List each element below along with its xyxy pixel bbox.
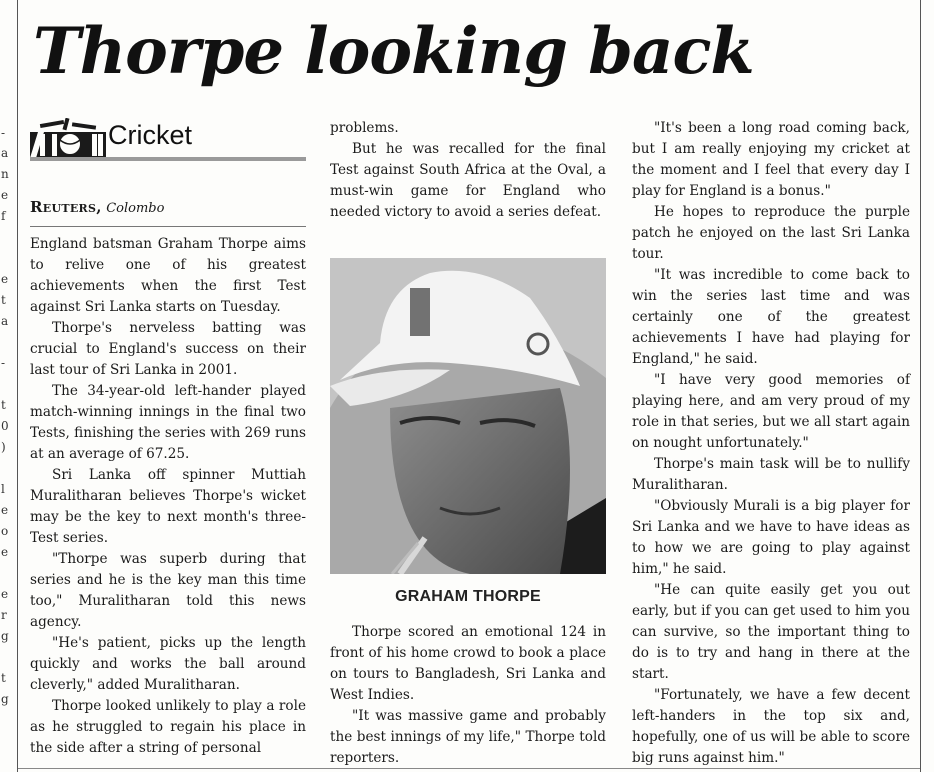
paragraph: But he was recalled for the final Test against South Africa at the Oval, a must-win game for England who needed victory to avoid a series defeat. [330, 141, 606, 220]
edge-fragment: t [1, 398, 6, 412]
paragraph: "I have very good memories of playing here, and am very proud of my role in that series, but we all start again on nought unfortunately." [632, 372, 910, 451]
byline [30, 196, 306, 220]
article-column-2-bottom [330, 622, 606, 769]
article-column-1 [30, 234, 306, 759]
edge-fragment: t [1, 671, 6, 685]
photo-caption: GRAHAM THORPE [395, 588, 541, 605]
edge-fragment: n [1, 167, 9, 181]
column-divider-left [17, 0, 18, 772]
paragraph: "It was incredible to come back to win the series last time and was certainly one of the greatest achievements I have had playing for England," he said. [632, 267, 910, 367]
edge-fragment: e [1, 503, 9, 517]
cricket-stumps-logo-icon [30, 118, 106, 158]
edge-fragment: l [1, 482, 5, 496]
paragraph: He hopes to reproduce the purple patch he enjoyed on the last Sri Lanka tour. [632, 204, 910, 262]
edge-fragment: g [1, 692, 9, 706]
byline-agency: Reuters, [30, 198, 102, 216]
section-tag [30, 116, 306, 162]
edge-fragment: - [1, 126, 6, 140]
portrait-illustration [330, 258, 606, 574]
edge-fragment: g [1, 629, 9, 643]
article-column-3 [632, 118, 910, 769]
paragraph: Thorpe's main task will be to nullify Muralitharan. [632, 456, 910, 493]
paragraph: "It was massive game and probably the best innings of my life," Thorpe told reporters. [330, 708, 606, 766]
column-divider-right [920, 0, 921, 772]
paragraph: Thorpe scored an emotional 124 in front of his home crowd to book a place on tours to Bangladesh, Sri Lanka and West Indies. [330, 624, 606, 703]
paragraph: England batsman Graham Thorpe aims to relive one of his greatest achievements when the first Test against Sri Lanka starts on Tuesday. [30, 236, 306, 315]
paragraph: Thorpe's nerveless batting was crucial to England's success on their last tour of Sri Lanka in 2001. [30, 320, 306, 378]
paragraph: "Obviously Murali is a big player for Sri Lanka and we have to have ideas as to how we are going to play against him," he said. [632, 498, 910, 577]
paragraph: problems. [330, 120, 399, 136]
article-column-2-top [330, 118, 606, 223]
edge-fragment: t [1, 293, 6, 307]
paragraph: "It's been a long road coming back, but I am really enjoying my cricket at the moment and I feel that every day I play for England is a bonus." [632, 120, 910, 199]
byline-location: Colombo [106, 201, 165, 216]
edge-fragment: o [1, 524, 9, 538]
section-label: Cricket [108, 120, 193, 150]
byline-rule [30, 226, 306, 227]
edge-fragment: - [1, 356, 6, 370]
page-bottom-rule [18, 768, 920, 769]
player-portrait-photo [330, 258, 606, 574]
section-underline [30, 157, 306, 161]
edge-fragment: 0 [1, 419, 9, 433]
paragraph: "Fortunately, we have a few decent left-handers in the top six and, hopefully, one of us will be able to score big runs against him." [632, 687, 910, 766]
paragraph: Sri Lanka off spinner Muttiah Muralitharan believes Thorpe's wicket may be the key to next month's three-Test series. [30, 467, 306, 546]
edge-fragment: a [1, 314, 9, 328]
edge-fragment: e [1, 587, 9, 601]
paragraph: Thorpe looked unlikely to play a role as he struggled to regain his place in the side after a string of personal [30, 698, 306, 756]
edge-fragment: r [1, 608, 7, 622]
paragraph: "He can quite easily get you out early, but if you can get used to him you can survive, so the important thing to do is to try and hang in there at the start. [632, 582, 910, 682]
edge-fragment: ) [1, 440, 6, 454]
edge-fragment: e [1, 545, 9, 559]
adjacent-article-edge [0, 0, 14, 772]
edge-fragment: a [1, 146, 9, 160]
edge-fragment: f [1, 209, 6, 223]
edge-fragment: e [1, 272, 9, 286]
paragraph: "Thorpe was superb during that series and he is the key man this time too," Muralitharan told this news agency. [30, 551, 306, 630]
edge-fragment: e [1, 188, 9, 202]
paragraph: The 34-year-old left-hander played match-winning innings in the final two Tests, finishing the series with 269 runs at an average of 67.25. [30, 383, 306, 462]
article-headline: Thorpe looking back [33, 14, 754, 89]
paragraph: "He's patient, picks up the length quickly and works the ball around cleverly," added Muralitharan. [30, 635, 306, 693]
